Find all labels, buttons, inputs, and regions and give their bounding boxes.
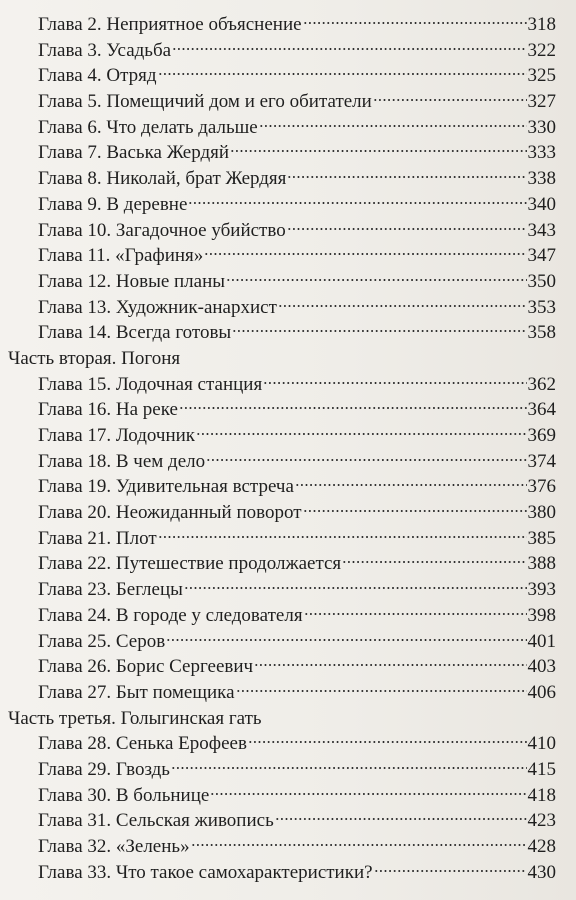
dot-leader	[304, 611, 527, 617]
dot-leader	[172, 46, 526, 52]
chapter-title: Глава 6. Что делать дальше	[38, 116, 258, 138]
page-number: 330	[527, 116, 556, 138]
page-number: 403	[527, 656, 556, 678]
toc-entry	[8, 500, 556, 526]
dot-leader	[204, 251, 526, 257]
dot-leader	[184, 585, 527, 591]
page-number: 318	[527, 14, 556, 35]
dot-leader	[210, 791, 526, 797]
dot-leader	[263, 380, 526, 386]
toc-entry	[8, 295, 556, 321]
toc-entry	[8, 115, 556, 141]
chapter-title: Глава 26. Борис Сергеевич	[38, 656, 254, 678]
dot-leader	[275, 816, 527, 822]
page-number: 362	[527, 373, 556, 395]
toc-entry	[8, 783, 556, 809]
page-number: 364	[527, 399, 556, 421]
chapter-title: Глава 3. Усадьба	[38, 39, 172, 61]
page-number: 325	[527, 65, 556, 87]
toc-part-heading	[8, 706, 556, 732]
chapter-title: Глава 33. Что такое самохарактеристики?	[38, 861, 373, 883]
toc-entry	[8, 423, 556, 449]
page-number: 385	[527, 527, 556, 549]
dot-leader	[196, 431, 526, 437]
dot-leader	[230, 148, 526, 154]
toc-entry	[8, 449, 556, 475]
toc-entry	[8, 680, 556, 706]
page-number: 358	[527, 322, 556, 344]
dot-leader	[373, 97, 527, 103]
dot-leader	[303, 508, 527, 514]
chapter-title: Глава 21. Плот	[38, 527, 157, 549]
chapter-title: Глава 7. Васька Жердяй	[38, 142, 230, 164]
toc-entry	[8, 38, 556, 64]
dot-leader	[287, 174, 526, 180]
toc-part-heading	[8, 346, 556, 372]
dot-leader	[342, 559, 526, 565]
page-number: 369	[527, 425, 556, 446]
chapter-title: Глава 17. Лодочник	[38, 425, 196, 446]
dot-leader	[179, 405, 527, 411]
chapter-title: Глава 28. Сенька Ерофеев	[38, 733, 247, 755]
dot-leader	[259, 123, 527, 129]
page-number: 410	[527, 733, 556, 755]
dot-leader	[158, 534, 527, 540]
chapter-title: Глава 18. В чем дело	[38, 450, 206, 472]
dot-leader	[236, 688, 527, 694]
chapter-title: Глава 2. Неприятное объяснение	[38, 14, 302, 35]
chapter-title: Глава 30. В больнице	[38, 784, 210, 806]
toc-entry	[8, 192, 556, 218]
toc-entry	[8, 834, 556, 860]
toc-entry	[8, 808, 556, 834]
chapter-title: Глава 27. Быт помещика	[38, 681, 235, 703]
chapter-title: Глава 8. Николай, брат Жердяя	[38, 168, 287, 190]
part-title: Часть третья. Голыгинская гать	[8, 707, 262, 729]
toc-entry	[8, 320, 556, 346]
toc-entry	[8, 89, 556, 115]
chapter-title: Глава 16. На реке	[38, 399, 178, 421]
dot-leader	[188, 200, 526, 206]
chapter-title: Глава 19. Удивительная встреча	[38, 476, 294, 498]
chapter-title: Глава 15. Лодочная станция	[38, 373, 263, 395]
toc-entry	[8, 218, 556, 244]
page-number: 428	[527, 836, 556, 857]
toc-entry	[8, 140, 556, 166]
dot-leader	[166, 637, 526, 643]
toc-entry	[8, 860, 556, 886]
page-number: 374	[527, 450, 556, 472]
toc-entry	[8, 269, 556, 295]
dot-leader	[303, 20, 527, 26]
page-number: 388	[527, 553, 556, 575]
chapter-title: Глава 32. «Зелень»	[38, 836, 190, 857]
dot-leader	[278, 303, 527, 309]
part-title: Часть вторая. Погоня	[8, 347, 181, 369]
toc-entry	[8, 474, 556, 500]
page-number: 398	[527, 604, 556, 626]
toc-entry	[8, 12, 556, 38]
toc-entry	[8, 603, 556, 629]
dot-leader	[295, 482, 527, 488]
dot-leader	[374, 868, 527, 874]
page-number: 430	[527, 861, 556, 883]
chapter-title: Глава 29. Гвоздь	[38, 758, 170, 780]
toc-entry	[8, 731, 556, 757]
page-number: 423	[527, 810, 556, 832]
toc-entry	[8, 629, 556, 655]
page-number: 401	[527, 630, 556, 652]
toc-entry	[8, 397, 556, 423]
dot-leader	[191, 842, 527, 848]
toc-entry	[8, 577, 556, 603]
toc-entry	[8, 526, 556, 552]
dot-leader	[158, 71, 527, 77]
toc-entry	[8, 654, 556, 680]
page-number: 353	[527, 296, 556, 318]
page-number: 415	[527, 758, 556, 780]
chapter-title: Глава 14. Всегда готовы	[38, 322, 232, 344]
toc-entry	[8, 551, 556, 577]
page-number: 327	[527, 91, 556, 113]
page-number: 376	[527, 476, 556, 498]
page-number: 343	[527, 219, 556, 241]
chapter-title: Глава 22. Путешествие продолжается	[38, 553, 342, 575]
toc-entry	[8, 63, 556, 89]
dot-leader	[254, 662, 526, 668]
page-number: 322	[527, 39, 556, 61]
dot-leader	[171, 765, 527, 771]
dot-leader	[232, 328, 526, 334]
table-of-contents	[8, 12, 556, 885]
chapter-title: Глава 4. Отряд	[38, 65, 157, 87]
toc-entry	[8, 757, 556, 783]
chapter-title: Глава 20. Неожиданный поворот	[38, 502, 302, 524]
chapter-title: Глава 11. «Графиня»	[38, 245, 204, 267]
chapter-title: Глава 12. Новые планы	[38, 270, 226, 292]
toc-entry	[8, 243, 556, 269]
dot-leader	[248, 739, 527, 745]
page-number: 380	[527, 502, 556, 524]
page-number: 340	[527, 193, 556, 215]
page-number: 406	[527, 681, 556, 703]
chapter-title: Глава 13. Художник-анархист	[38, 296, 277, 318]
dot-leader	[287, 226, 527, 232]
chapter-title: Глава 24. В городе у следователя	[38, 604, 303, 626]
chapter-title: Глава 9. В деревне	[38, 193, 188, 215]
chapter-title: Глава 25. Серов	[38, 630, 166, 652]
chapter-title: Глава 31. Сельская живопись	[38, 810, 274, 832]
page-number: 350	[527, 270, 556, 292]
chapter-title: Глава 23. Беглецы	[38, 579, 183, 601]
page-number: 338	[527, 168, 556, 190]
toc-entry	[8, 166, 556, 192]
page-number: 347	[527, 245, 556, 267]
toc-entry	[8, 372, 556, 398]
chapter-title: Глава 10. Загадочное убийство	[38, 219, 286, 241]
page-number: 333	[527, 142, 556, 164]
page-number: 393	[527, 579, 556, 601]
chapter-title: Глава 5. Помещичий дом и его обитатели	[38, 91, 372, 113]
dot-leader	[226, 277, 526, 283]
dot-leader	[206, 457, 526, 463]
page-number: 418	[527, 784, 556, 806]
